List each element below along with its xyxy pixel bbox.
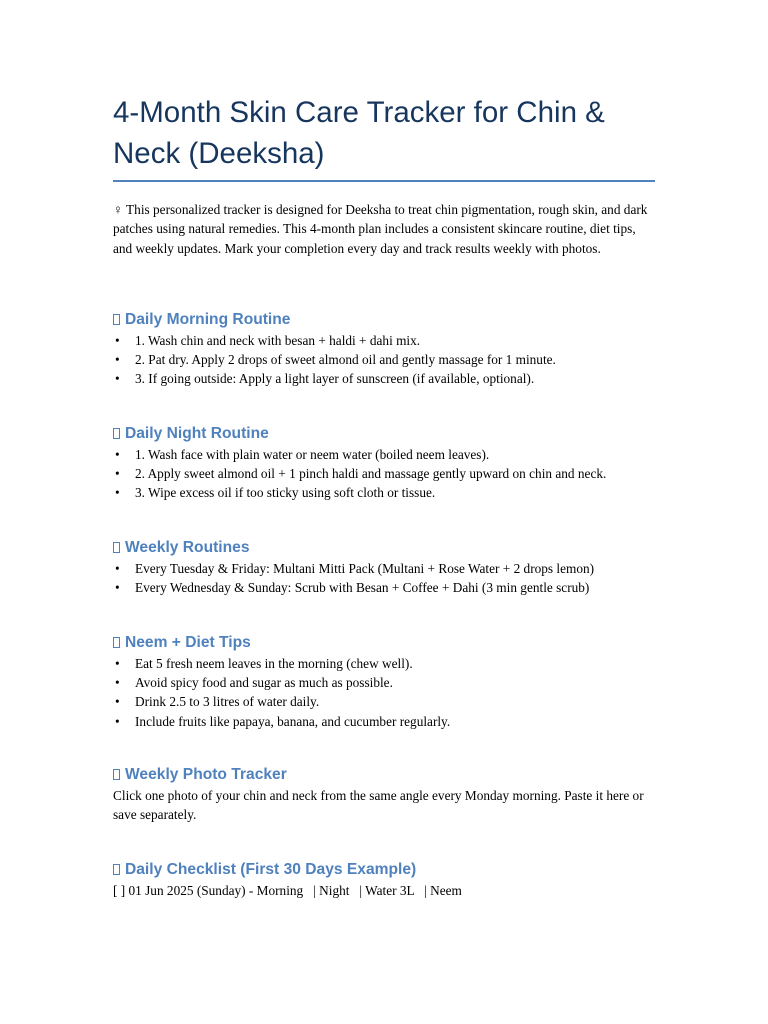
bullet-marker: • bbox=[115, 371, 120, 387]
section-heading-text: Weekly Routines bbox=[125, 539, 250, 556]
title-underline bbox=[113, 180, 655, 182]
bullet-marker: • bbox=[115, 694, 120, 710]
missing-glyph-icon bbox=[113, 542, 120, 553]
document-title: 4-Month Skin Care Tracker for Chin & Neck (Deeksha) bbox=[113, 96, 605, 170]
bullet-marker: • bbox=[115, 713, 120, 729]
list-item-text: 1. Wash chin and neck with besan + haldi + dahi mix. bbox=[135, 333, 421, 348]
list-item bbox=[113, 445, 658, 464]
bullet-marker: • bbox=[115, 580, 120, 596]
section-photo-tracker bbox=[113, 764, 658, 824]
list-item-text: 2. Pat dry. Apply 2 drops of sweet almond oil and gently massage for 1 minute. bbox=[135, 352, 556, 368]
section-heading-text: Daily Morning Routine bbox=[125, 311, 291, 328]
section-heading-text: Daily Checklist (First 30 Days Example) bbox=[125, 861, 417, 878]
missing-glyph-icon bbox=[113, 864, 120, 875]
bullet-marker: • bbox=[115, 656, 120, 671]
list-item bbox=[113, 331, 658, 350]
section-heading-text: Weekly Photo Tracker bbox=[125, 766, 287, 783]
list-item-text: Every Wednesday & Sunday: Scrub with Besan + Coffee + Dahi (3 min gentle scrub) bbox=[135, 580, 590, 596]
list-item-text: Drink 2.5 to 3 litres of water daily. bbox=[135, 694, 320, 710]
list-item-text: 3. If going outside: Apply a light layer of sunscreen (if available, optional). bbox=[135, 371, 535, 387]
list-item-text: Avoid spicy food and sugar as much as possible. bbox=[135, 675, 393, 691]
bullet-marker: • bbox=[115, 485, 120, 501]
bullet-marker: • bbox=[115, 561, 120, 576]
section-heading bbox=[113, 632, 658, 654]
list-item-text: Include fruits like papaya, banana, and cucumber regularly. bbox=[135, 713, 451, 729]
list-item-text: 3. Wipe excess oil if too sticky using soft cloth or tissue. bbox=[135, 485, 436, 501]
bullet-list bbox=[113, 559, 658, 597]
section-paragraph: Click one photo of your chin and neck from the same angle every Monday morning. Paste it here or save separately. bbox=[113, 788, 644, 823]
section-heading bbox=[113, 309, 658, 331]
section-heading bbox=[113, 764, 658, 786]
section-heading bbox=[113, 537, 658, 559]
bullet-list bbox=[113, 654, 658, 731]
section-heading-text: Daily Night Routine bbox=[125, 425, 269, 442]
section-night-routine bbox=[113, 423, 658, 503]
section-morning-routine bbox=[113, 309, 658, 389]
section-heading-text: Neem + Diet Tips bbox=[125, 634, 251, 651]
intro-paragraph: ♀ This personalized tracker is designed for Deeksha to treat chin pigmentation, rough skin, and dark patches using natural remedies. This 4-month plan includes a consistent skincare routine, diet tips, and weekly updates. Mark your completion every day and track results weekly with photos. bbox=[113, 202, 648, 256]
list-item bbox=[113, 483, 658, 502]
section-heading bbox=[113, 859, 658, 881]
list-item bbox=[113, 578, 658, 597]
list-item bbox=[113, 464, 658, 483]
list-item bbox=[113, 673, 658, 692]
missing-glyph-icon bbox=[113, 428, 120, 439]
missing-glyph-icon bbox=[113, 637, 120, 648]
missing-glyph-icon bbox=[113, 314, 120, 325]
section-weekly-routines bbox=[113, 537, 658, 597]
list-item-text: Every Tuesday & Friday: Multani Mitti Pack (Multani + Rose Water + 2 drops lemon) bbox=[135, 561, 595, 576]
list-item bbox=[113, 654, 658, 673]
bullet-marker: • bbox=[115, 352, 120, 368]
list-item-text: 2. Apply sweet almond oil + 1 pinch haldi and massage gently upward on chin and neck. bbox=[135, 466, 607, 482]
section-daily-checklist bbox=[113, 859, 658, 900]
bullet-list bbox=[113, 331, 658, 389]
list-item bbox=[113, 559, 658, 578]
missing-glyph-icon bbox=[113, 769, 120, 780]
bullet-marker: • bbox=[115, 466, 120, 482]
checklist-row: [ ] 01 Jun 2025 (Sunday) - Morning | Night | Water 3L | Neem bbox=[113, 883, 462, 898]
list-item-text: Eat 5 fresh neem leaves in the morning (chew well). bbox=[135, 656, 413, 671]
bullet-list bbox=[113, 445, 658, 503]
list-item bbox=[113, 692, 658, 711]
list-item bbox=[113, 350, 658, 369]
section-diet-tips bbox=[113, 632, 658, 731]
bullet-marker: • bbox=[115, 333, 120, 348]
list-item bbox=[113, 369, 658, 388]
bullet-marker: • bbox=[115, 675, 120, 691]
bullet-marker: • bbox=[115, 447, 120, 462]
list-item bbox=[113, 712, 658, 731]
list-item-text: 1. Wash face with plain water or neem water (boiled neem leaves). bbox=[135, 447, 490, 462]
section-heading bbox=[113, 423, 658, 445]
